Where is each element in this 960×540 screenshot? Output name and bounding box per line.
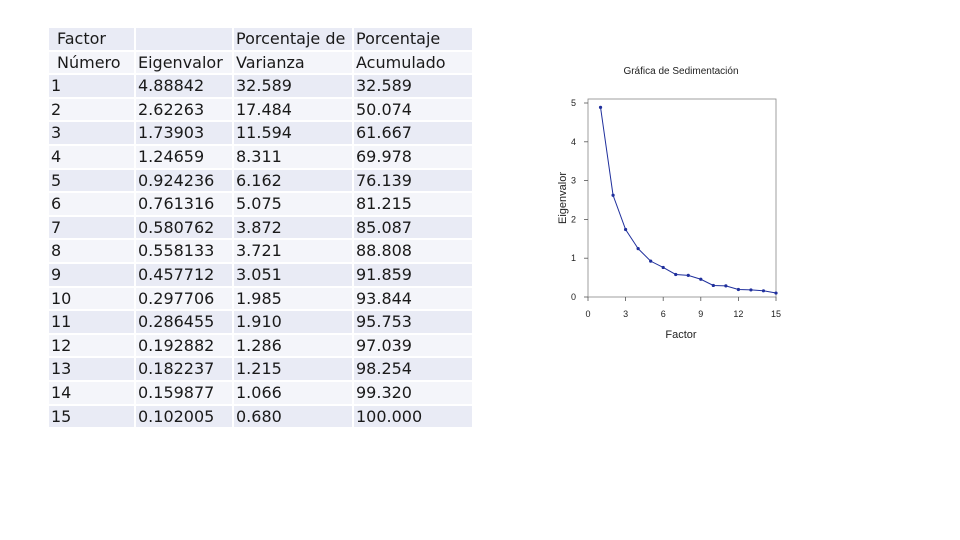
header-cell: Eigenvalor [136, 52, 232, 74]
table-cell: 12 [49, 335, 134, 357]
table-cell: 85.087 [354, 217, 472, 239]
data-point [611, 194, 614, 197]
table-cell: 0.192882 [136, 335, 232, 357]
data-point [749, 288, 752, 291]
x-tick-label: 12 [733, 309, 744, 319]
data-point [774, 291, 777, 294]
x-tick-label: 15 [770, 309, 782, 319]
y-tick-label: 0 [570, 292, 576, 302]
table-cell: 7 [49, 217, 134, 239]
table-cell: 15 [49, 406, 134, 428]
table-row [49, 264, 472, 286]
data-point [687, 274, 690, 277]
table-cell: 3.872 [234, 217, 352, 239]
data-point [674, 273, 677, 276]
scree-plot [550, 55, 790, 355]
table-cell: 1.066 [234, 382, 352, 404]
table-cell: 5.075 [234, 193, 352, 215]
header-cell: Número [49, 52, 134, 74]
plot-area [571, 98, 781, 319]
chart-title: Gráfica de Sedimentación [623, 66, 739, 77]
table-row [49, 193, 472, 215]
table-cell: 32.589 [234, 75, 352, 97]
data-point [737, 288, 740, 291]
table-header-row [49, 28, 472, 50]
table-cell: 99.320 [354, 382, 472, 404]
table-row [49, 240, 472, 262]
data-point [599, 106, 602, 109]
table-header-row [49, 52, 472, 74]
table-cell: 13 [49, 358, 134, 380]
x-tick-label: 9 [698, 309, 704, 319]
table-cell: 0.457712 [136, 264, 232, 286]
table-cell: 0.558133 [136, 240, 232, 262]
table-row [49, 146, 472, 168]
table-cell: 88.808 [354, 240, 472, 262]
table-cell: 61.667 [354, 122, 472, 144]
x-tick-label: 6 [660, 309, 666, 319]
table-cell: 3.721 [234, 240, 352, 262]
table-row [49, 122, 472, 144]
data-point [699, 278, 702, 281]
table-cell: 69.978 [354, 146, 472, 168]
table-cell: 14 [49, 382, 134, 404]
factor-table [47, 26, 474, 429]
table-cell: 95.753 [354, 311, 472, 333]
table-cell: 6.162 [234, 170, 352, 192]
table-cell: 1.985 [234, 288, 352, 310]
table-cell: 11 [49, 311, 134, 333]
header-cell: Factor [49, 28, 134, 50]
table-cell: 1.286 [234, 335, 352, 357]
table-row [49, 75, 472, 97]
table-cell: 100.000 [354, 406, 472, 428]
header-cell: Acumulado [354, 52, 472, 74]
table-row [49, 311, 472, 333]
data-point [649, 260, 652, 263]
table-cell: 76.139 [354, 170, 472, 192]
table-cell: 0.297706 [136, 288, 232, 310]
header-cell: Varianza [234, 52, 352, 74]
table-row [49, 358, 472, 380]
data-point [662, 266, 665, 269]
table-row [49, 99, 472, 121]
table-cell: 32.589 [354, 75, 472, 97]
table-cell: 50.074 [354, 99, 472, 121]
y-tick-label: 2 [570, 214, 576, 225]
table-cell: 10 [49, 288, 134, 310]
table-cell: 1.73903 [136, 122, 232, 144]
table-cell: 9 [49, 264, 134, 286]
data-point [712, 284, 715, 287]
y-axis-label: Eigenvalor [557, 172, 569, 224]
table-cell: 4.88842 [136, 75, 232, 97]
table-row [49, 170, 472, 192]
header-cell: Porcentaje [354, 28, 472, 50]
table-cell: 0.182237 [136, 358, 232, 380]
table-cell: 2 [49, 99, 134, 121]
x-tick-label: 0 [585, 309, 591, 319]
series-line [601, 107, 776, 293]
table-cell: 5 [49, 170, 134, 192]
x-axis-label: Factor [665, 329, 697, 341]
table-cell: 0.159877 [136, 382, 232, 404]
y-tick-label: 1 [570, 253, 576, 264]
y-tick-label: 3 [570, 175, 576, 186]
table-row [49, 217, 472, 239]
table-body [49, 28, 472, 427]
table-cell: 1.24659 [136, 146, 232, 168]
table-cell: 2.62263 [136, 99, 232, 121]
table-cell: 8.311 [234, 146, 352, 168]
table-cell: 97.039 [354, 335, 472, 357]
table-row [49, 406, 472, 428]
table-cell: 8 [49, 240, 134, 262]
table-cell: 4 [49, 146, 134, 168]
x-tick-label: 3 [623, 309, 629, 319]
table-cell: 0.286455 [136, 311, 232, 333]
table-cell: 3.051 [234, 264, 352, 286]
data-point [724, 284, 727, 287]
table-row [49, 382, 472, 404]
header-cell: Porcentaje de [234, 28, 352, 50]
table-cell: 1 [49, 75, 134, 97]
table-cell: 0.761316 [136, 193, 232, 215]
data-point [624, 228, 627, 231]
table-cell: 17.484 [234, 99, 352, 121]
data-point [762, 289, 765, 292]
data-point [637, 247, 640, 250]
table-row [49, 335, 472, 357]
table-cell: 98.254 [354, 358, 472, 380]
table-cell: 6 [49, 193, 134, 215]
table-cell: 81.215 [354, 193, 472, 215]
table-cell: 3 [49, 122, 134, 144]
header-cell [136, 28, 232, 50]
table-cell: 0.102005 [136, 406, 232, 428]
table-cell: 0.580762 [136, 217, 232, 239]
table-cell: 1.910 [234, 311, 352, 333]
table-cell: 11.594 [234, 122, 352, 144]
table-cell: 0.680 [234, 406, 352, 428]
table-cell: 93.844 [354, 288, 472, 310]
table-cell: 0.924236 [136, 170, 232, 192]
table-row [49, 288, 472, 310]
table-cell: 91.859 [354, 264, 472, 286]
table-cell: 1.215 [234, 358, 352, 380]
plot-frame [588, 99, 776, 297]
y-tick-label: 4 [570, 136, 576, 147]
y-tick-label: 5 [570, 98, 576, 108]
